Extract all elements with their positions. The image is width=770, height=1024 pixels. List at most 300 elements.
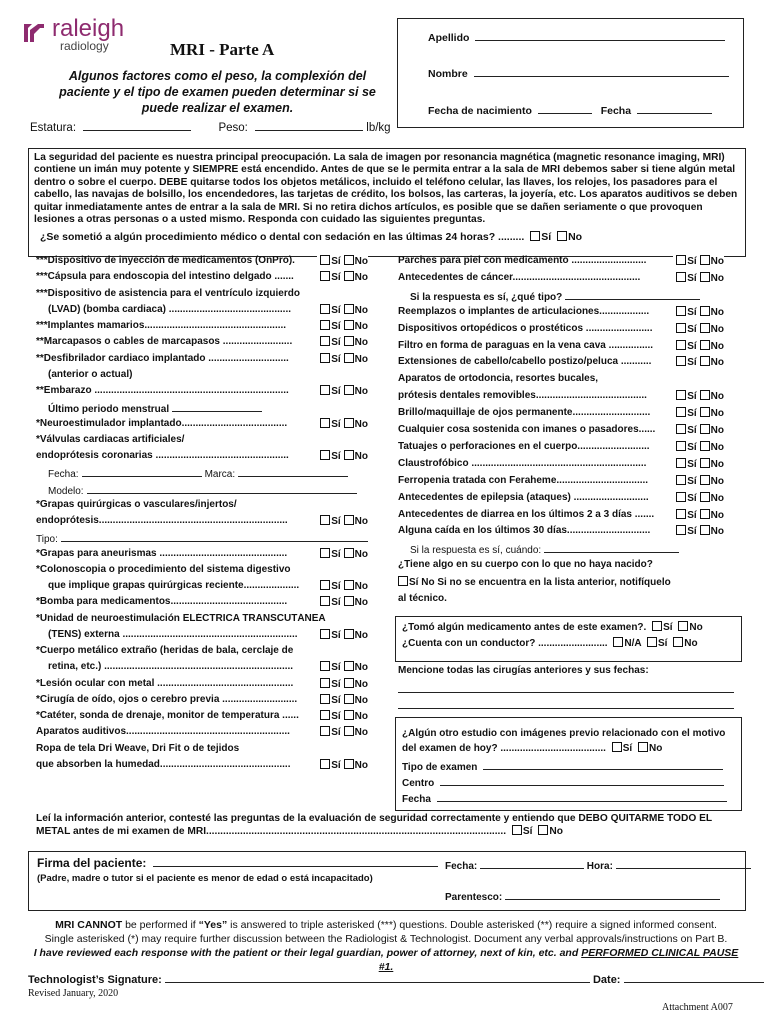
question-text: Brillo/maquillaje de ojos permanente............................ (398, 407, 651, 419)
question-row (410, 542, 724, 557)
yes-checkbox[interactable] (320, 385, 330, 395)
signature-field[interactable] (153, 856, 438, 867)
date-label: Fecha (600, 105, 632, 117)
question-row (36, 288, 368, 300)
notice-line-2: Single asterisked (*) may require further discussion between the Radiologist & Technologist. Document any verbal approvals/instructions on Part B. (44, 933, 728, 945)
height-weight-row (30, 120, 391, 134)
yes-no-group (317, 629, 368, 641)
question-row (398, 509, 724, 521)
yes-label: Sí (687, 475, 697, 487)
last-name-row (428, 30, 725, 44)
yes-checkbox[interactable] (676, 356, 686, 366)
yes-no-group (317, 515, 368, 527)
question-text: Aparatos de ortodoncia, resortes bucales, (398, 373, 599, 385)
no-label: No (710, 492, 724, 504)
yes-label: Sí (331, 516, 341, 527)
no-checkbox[interactable] (700, 407, 710, 417)
tech-date-field[interactable] (624, 972, 764, 983)
yes-checkbox[interactable] (320, 353, 330, 363)
dob-field[interactable] (538, 103, 592, 114)
no-checkbox[interactable] (344, 320, 354, 330)
yes-checkbox[interactable] (320, 580, 330, 590)
question-text: prótesis dentales removibles........................................ (398, 390, 647, 402)
intro-text: Algunos factores como el peso, la complexión del paciente y el tipo de examen pueden determinar si se puede realizar el examen. (59, 69, 376, 115)
yes-checkbox[interactable] (320, 661, 330, 671)
question-row (36, 678, 368, 690)
sign-date-label: Fecha: (445, 861, 478, 872)
yes-no-group (317, 385, 368, 397)
prior-study-text: ¿Algún otro estudio con imágenes previo relacionado con el motivo del examen de hoy? ...................................... (402, 728, 726, 754)
yes-no-group (317, 661, 368, 673)
question-text: Parches para piel con medicamento ........................... (398, 255, 647, 266)
yes-checkbox[interactable] (676, 255, 686, 265)
no-checkbox[interactable] (700, 272, 710, 282)
no-checkbox[interactable] (344, 726, 354, 736)
no-label: No (648, 743, 663, 754)
surgeries-field-2[interactable] (398, 698, 734, 709)
no-checkbox[interactable] (700, 340, 710, 350)
question-row (36, 320, 368, 332)
first-name-row (428, 66, 729, 80)
yes-label: Sí (331, 304, 341, 316)
question-row (36, 255, 368, 267)
sign-time-label: Hora: (586, 861, 613, 872)
weight-field[interactable] (255, 120, 363, 131)
question-text: Dispositivos ortopédicos o prostéticos ........................ (398, 322, 653, 334)
yes-no-group (673, 509, 724, 521)
yes-checkbox[interactable] (676, 509, 686, 519)
yes-no-group (317, 255, 368, 267)
question-text: Reemplazos o implantes de articulaciones.................. (398, 305, 650, 317)
yes-checkbox[interactable] (320, 596, 330, 606)
no-label: No (354, 759, 368, 771)
driver-no-checkbox[interactable] (673, 637, 683, 647)
no-label: No (354, 337, 368, 349)
no-label: No (710, 475, 724, 487)
no-checkbox[interactable] (344, 515, 354, 525)
question-row (48, 580, 368, 592)
consent-no-checkbox[interactable] (538, 825, 548, 835)
no-label: No (710, 509, 724, 521)
question-text: (anterior o actual) (48, 368, 133, 380)
question-text: **Marcapasos o cables de marcapasos ......................... (36, 336, 293, 348)
question-row (36, 450, 368, 462)
yes-label: Sí (687, 458, 697, 470)
question-row (36, 271, 368, 283)
no-checkbox[interactable] (344, 271, 354, 281)
question-text: ***Dispositivo de asistencia para el ventrículo izquierdo (36, 287, 300, 299)
question-text: Claustrofóbico ............................................................... (398, 457, 647, 469)
question-text: Si la respuesta es sí, ¿qué tipo? (410, 291, 563, 303)
yes-checkbox[interactable] (676, 272, 686, 282)
question-text: ***Implantes mamarios................................................... (36, 320, 287, 331)
question-row (398, 458, 724, 470)
question-row (398, 559, 724, 571)
yes-checkbox[interactable] (676, 525, 686, 535)
no-checkbox[interactable] (344, 255, 354, 265)
no-checkbox[interactable] (700, 492, 710, 502)
weight-label: Peso: (218, 122, 248, 134)
no-checkbox[interactable] (344, 450, 354, 460)
safety-text: La seguridad del paciente es nuestra principal preocupación. La sala de imagen por resonancia magnética (magnetic resonance imaging, MRI) contiene un imán muy potente y SIEMPRE está encendido. Antes de que se le permita entrar a la sala de MRI debemos saber si tiene algún metal dentro o sobre el cuerpo. DEBE quitarse todos los objetos metálicos, incluido el teléfono celular, las llaves, los relojes, los pasadores para el cabello, las navajas de bolsillo, los encendedores, las tarjetas de crédito, los bolsos, las carteras, la joyería, etc. Los aparatos auditivos se deben quitar inmediatamente antes de entrar a la sala de MRI. Si no retira dichos artículos, es posible que se dañen seriamente o que provoquen lesiones a otras personas o a usted mismo. Responda con cuidado las siguientes preguntas. (34, 152, 738, 226)
question-row (36, 596, 368, 608)
question-row (36, 531, 368, 546)
consent-text: Leí la información anterior, contesté las preguntas de la evaluación de seguridad correctamente y entiendo que DEBO QUITARME TODO EL METAL antes de mi examen de MRI.......................................................................................................... (36, 813, 712, 837)
yes-label: Sí (687, 256, 697, 267)
question-text: *Grapas quirúrgicas o vasculares/injertos/ (36, 498, 237, 510)
no-label: No (710, 357, 724, 369)
sign-date-field[interactable] (480, 858, 584, 869)
question-text: Cualquier cosa sostenida con imanes o pasadores...... (398, 424, 656, 435)
no-checkbox[interactable] (700, 525, 710, 535)
no-checkbox[interactable] (344, 548, 354, 558)
yes-checkbox[interactable] (676, 424, 686, 434)
answer-field[interactable] (82, 466, 202, 477)
question-row (398, 593, 724, 605)
question-row (36, 418, 368, 430)
notice-yes: “Yes” (198, 919, 228, 931)
yes-no-group (317, 336, 368, 348)
exam-type-row (402, 759, 723, 774)
question-row (398, 323, 724, 335)
prior-study-box (395, 717, 742, 811)
no-checkbox[interactable] (700, 390, 710, 400)
no-label: No (549, 826, 563, 837)
yes-label: Sí (687, 357, 697, 369)
question-text: Antecedentes de epilepsia (ataques) ........................... (398, 491, 649, 503)
no-label: No (354, 272, 368, 284)
yes-checkbox[interactable] (320, 320, 330, 330)
question-row (48, 466, 368, 481)
question-row (398, 424, 724, 436)
no-checkbox[interactable] (700, 509, 710, 519)
no-checkbox[interactable] (344, 385, 354, 395)
question-text: *Cirugía de oído, ojos o cerebro previa ........................... (36, 693, 298, 705)
question-row (36, 613, 368, 625)
question-text: (LVAD) (bomba cardiaca) ............................................ (48, 303, 292, 315)
yes-no-group (673, 272, 724, 284)
question-row (48, 304, 368, 316)
yes-label: Sí (522, 826, 533, 837)
question-text: Tatuajes o perforaciones en el cuerpo.......................... (398, 440, 650, 452)
yes-checkbox[interactable] (676, 407, 686, 417)
no-checkbox[interactable] (344, 596, 354, 606)
first-name-field[interactable] (474, 66, 729, 77)
yes-no-group (673, 356, 724, 368)
question-text: **Embarazo ...................................................................... (36, 385, 289, 396)
yes-checkbox[interactable] (320, 678, 330, 688)
question-row (410, 289, 724, 304)
yes-checkbox[interactable] (676, 458, 686, 468)
last-name-label: Apellido (428, 32, 470, 44)
yes-label: Sí (331, 386, 341, 397)
date-field[interactable] (637, 103, 712, 114)
no-label: No (710, 256, 724, 267)
answer-field[interactable] (87, 483, 357, 494)
yes-label: Sí (687, 509, 697, 521)
question-row (398, 441, 724, 453)
question-row (48, 369, 368, 381)
medication-yes-checkbox[interactable] (652, 621, 662, 631)
center-row (402, 775, 724, 790)
notice-line-3 (28, 946, 744, 974)
yes-label: Sí (331, 256, 341, 267)
question-row (36, 515, 368, 527)
prior-study-yes-checkbox[interactable] (612, 742, 622, 752)
prior-study-no-checkbox[interactable] (638, 742, 648, 752)
no-label: No (710, 425, 724, 436)
question-text: Si la respuesta es sí, cuándo: (410, 545, 542, 557)
yes-checkbox[interactable] (320, 726, 330, 736)
sedation-no-checkbox[interactable] (557, 231, 567, 241)
signature-label: Firma del paciente: (37, 856, 147, 870)
question-row (48, 483, 368, 498)
yes-checkbox[interactable] (320, 710, 330, 720)
no-label: No (354, 678, 368, 690)
no-label: No (354, 386, 368, 397)
question-text: Alguna caída en los últimos 30 días.............................. (398, 525, 651, 537)
yes-no-group (317, 759, 368, 771)
question-row (36, 564, 368, 576)
yes-label: Sí (331, 759, 341, 771)
exam-type-label: Tipo de examen (402, 762, 478, 773)
consent-yes-checkbox[interactable] (512, 825, 522, 835)
yes-checkbox[interactable] (676, 475, 686, 485)
question-text: ***Cápsula para endoscopia del intestino delgado ....... (36, 271, 294, 283)
yes-label: Sí (331, 353, 341, 365)
question-text: *Lesión ocular con metal ................................................. (36, 677, 294, 689)
answer-field[interactable] (172, 401, 262, 412)
no-label: No (354, 662, 368, 674)
mri-cannot: MRI CANNOT (55, 919, 123, 931)
no-checkbox[interactable] (700, 323, 710, 333)
yes-checkbox[interactable] (320, 255, 330, 265)
no-checkbox[interactable] (344, 336, 354, 346)
question-text: Antecedentes de diarrea en los últimos 2 a 3 días ....... (398, 508, 655, 520)
yes-checkbox[interactable] (676, 306, 686, 316)
no-checkbox[interactable] (344, 694, 354, 704)
yes-checkbox[interactable] (320, 271, 330, 281)
yes-checkbox[interactable] (320, 418, 330, 428)
surgeries-field-1[interactable] (398, 682, 734, 693)
yes-checkbox[interactable] (320, 336, 330, 346)
no-checkbox[interactable] (700, 255, 710, 265)
question-text: Tipo: (36, 534, 58, 546)
relationship-field[interactable] (505, 889, 720, 900)
clinical-pause: PERFORMED CLINICAL PAUSE #1. (378, 947, 739, 973)
answer-field-2[interactable] (238, 466, 348, 477)
yes-checkbox[interactable] (320, 629, 330, 639)
medication-box (395, 616, 742, 662)
question-row (48, 661, 368, 673)
question-row (398, 492, 724, 504)
yes-label: Sí (541, 231, 552, 243)
patient-id-box (397, 18, 744, 128)
question-text: endoprótesis coronarias ................................................ (36, 450, 289, 461)
yes-checkbox[interactable] (676, 323, 686, 333)
no-checkbox[interactable] (700, 356, 710, 366)
yes-checkbox[interactable] (676, 441, 686, 451)
question-text: Extensiones de cabello/cabello postizo/peluca ........... (398, 356, 652, 368)
answer-field[interactable] (565, 289, 700, 300)
yes-label: Sí (331, 597, 341, 609)
question-row (36, 710, 368, 722)
yes-label: Sí (331, 272, 341, 284)
yes-no-group (317, 710, 368, 722)
yes-checkbox[interactable] (676, 390, 686, 400)
brand-sub: radiology (60, 39, 109, 53)
yes-no-group (673, 255, 724, 267)
yes-checkbox[interactable] (320, 694, 330, 704)
tech-signature-row (28, 972, 764, 986)
last-name-field[interactable] (475, 30, 725, 41)
no-checkbox[interactable] (344, 710, 354, 720)
yes-label: Sí (687, 441, 697, 453)
no-checkbox[interactable] (344, 678, 354, 688)
height-label: Estatura: (30, 122, 77, 134)
question-row (398, 255, 724, 267)
consent-statement (36, 812, 736, 838)
question-text: que absorben la humedad............................................... (36, 758, 291, 770)
question-text: **Desfibrilador cardiaco implantado ............................. (36, 352, 289, 364)
yes-label: Sí (687, 323, 697, 335)
yes-label: Sí (331, 678, 341, 690)
exam-type-field[interactable] (483, 759, 723, 770)
question-text: *Colonoscopia o procedimiento del sistema digestivo (36, 563, 291, 575)
driver-na-checkbox[interactable] (613, 637, 623, 647)
no-checkbox[interactable] (344, 353, 354, 363)
no-checkbox[interactable] (700, 306, 710, 316)
sign-time-field[interactable] (616, 858, 751, 869)
notice-line-1 (28, 918, 744, 932)
question-text: *Bomba para medicamentos.......................................... (36, 596, 288, 608)
question-text: endoprótesis.................................................................... (36, 515, 288, 526)
sedation-yes-checkbox[interactable] (530, 231, 540, 241)
yes-label: Sí (687, 492, 697, 504)
yes-label: Sí (331, 727, 341, 739)
no-label: No (354, 321, 368, 332)
yes-no-group (673, 441, 724, 453)
question-text: Sí No Si no se encuentra en la lista anterior, notifíquelo (409, 577, 671, 589)
no-label: No (568, 231, 583, 243)
question-text: ¿Tiene algo en su cuerpo con lo que no haya nacido? (398, 559, 653, 571)
no-label: No (710, 391, 724, 403)
yes-label: Sí (331, 548, 341, 560)
yes-no-group (673, 525, 724, 537)
yes-checkbox[interactable] (320, 548, 330, 558)
yes-no-group (673, 424, 724, 436)
tech-signature-field[interactable] (165, 972, 590, 983)
no-label: No (710, 323, 724, 335)
yes-no-group (317, 418, 368, 430)
no-label: No (354, 629, 368, 641)
no-checkbox[interactable] (700, 458, 710, 468)
yes-checkbox[interactable] (676, 492, 686, 502)
yes-checkbox[interactable] (320, 304, 330, 314)
lead-checkbox[interactable] (398, 576, 408, 586)
no-checkbox[interactable] (344, 304, 354, 314)
no-checkbox[interactable] (700, 424, 710, 434)
question-text: retina, etc.) .................................................................... (48, 661, 294, 673)
yes-label: Sí (663, 622, 673, 633)
no-checkbox[interactable] (344, 661, 354, 671)
yes-no-group (317, 271, 368, 283)
study-date-field[interactable] (437, 791, 727, 802)
question-text: (TENS) externa ............................................................... (48, 628, 298, 640)
yes-label: Sí (622, 743, 633, 754)
signature-box (28, 851, 746, 911)
no-label: No (354, 418, 368, 430)
no-label: No (710, 408, 724, 420)
question-row (36, 434, 368, 446)
yes-checkbox[interactable] (676, 340, 686, 350)
medication-no-checkbox[interactable] (678, 621, 688, 631)
yes-no-group (317, 678, 368, 690)
yes-no-group (317, 450, 368, 462)
no-checkbox[interactable] (700, 441, 710, 451)
driver-question: ¿Cuenta con un conductor? ......................... (402, 638, 608, 649)
driver-row (402, 637, 698, 650)
no-checkbox[interactable] (344, 418, 354, 428)
center-field[interactable] (440, 775, 724, 786)
yes-checkbox[interactable] (320, 450, 330, 460)
question-row (36, 385, 368, 397)
no-checkbox[interactable] (344, 580, 354, 590)
question-row (398, 525, 724, 537)
no-checkbox[interactable] (344, 629, 354, 639)
yes-no-group (673, 306, 724, 318)
yes-no-group (317, 548, 368, 560)
no-checkbox[interactable] (344, 759, 354, 769)
dob-label: Fecha de nacimiento (428, 105, 532, 117)
yes-checkbox[interactable] (320, 515, 330, 525)
question-row (36, 499, 368, 511)
raleigh-logo-icon (22, 20, 46, 44)
no-label: No (710, 306, 724, 318)
question-row (398, 373, 724, 385)
question-row (36, 726, 368, 738)
question-text: ***Dispositivo de inyección de medicamentos (OnPro). (36, 255, 295, 266)
center-label: Centro (402, 778, 435, 789)
yes-no-group (673, 340, 724, 352)
question-text: Filtro en forma de paraguas en la vena cava ................ (398, 339, 654, 351)
notice-1d: is answered to triple asterisked (***) questions. Double asterisked (**) require a signed informed consent. (227, 919, 717, 931)
driver-yes-checkbox[interactable] (647, 637, 657, 647)
no-checkbox[interactable] (700, 475, 710, 485)
height-field[interactable] (83, 120, 191, 131)
question-row (398, 306, 724, 318)
yes-label: Sí (687, 340, 697, 352)
notice-3: I have reviewed each response with the patient or their legal guardian, power of attorney, next of kin, etc. and (33, 947, 582, 959)
yes-no-group (317, 353, 368, 365)
technologist-notice (28, 918, 744, 974)
question-text: al técnico. (398, 593, 447, 604)
question-row (398, 272, 724, 284)
answer-field[interactable] (61, 531, 368, 542)
weight-unit: lb/kg (366, 122, 391, 134)
yes-checkbox[interactable] (320, 759, 330, 769)
yes-label: Sí (331, 662, 341, 674)
study-date-row (402, 791, 727, 806)
yes-label: Sí (331, 629, 341, 641)
relationship-label: Parentesco: (445, 892, 503, 903)
yes-label: Sí (687, 425, 697, 436)
no-label: No (710, 272, 724, 284)
yes-no-group (317, 596, 368, 608)
question-row (36, 645, 368, 657)
yes-label: Sí (331, 337, 341, 349)
answer-field[interactable] (544, 542, 679, 553)
